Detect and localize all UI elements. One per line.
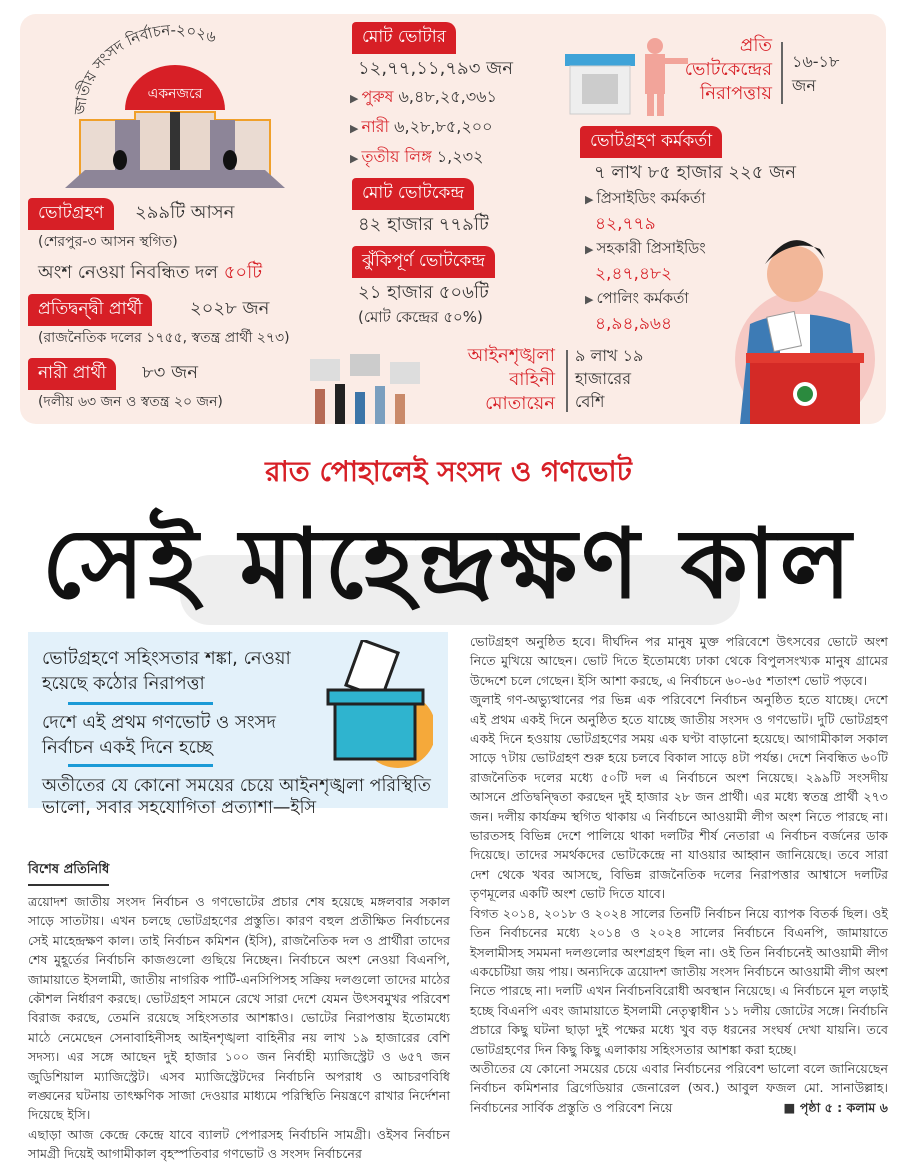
bullet-triangle-icon: ▶ [585, 193, 594, 206]
highlight-rule [68, 702, 213, 705]
highlight-item: ভোটগ্রহণে সহিংসতার শঙ্কা, নেওয়া হয়েছে কঠোর নিরাপত্তা [42, 648, 291, 694]
security-value: ১৬-১৮ জন [792, 52, 840, 95]
parliament-logo [40, 20, 310, 200]
polling-note: (শেরপুর-৩ আসন স্থগিত) [38, 234, 178, 250]
candidates-value: ২০২৮ জন [190, 298, 270, 319]
women-candidates-note: (দলীয় ৬৩ জন ও স্বতন্ত্র ২০ জন) [38, 394, 223, 410]
officials-item: ▶ সহকারী প্রিসাইডিং [585, 239, 706, 257]
risky-centers-label: ঝুঁকিপূর্ণ ভোটকেন্দ্র [352, 246, 495, 278]
highlight-item: দেশে এই প্রথম গণভোট ও সংসদ নির্বাচন একই দিনে হচ্ছে [42, 712, 276, 758]
kicker: রাত পোহালেই সংসদ ও গণভোট [265, 455, 632, 488]
candidates-label: প্রতিদ্বন্দ্বী প্রার্থী [28, 294, 152, 326]
officials-total: ৭ লাখ ৮৫ হাজার ২২৫ জন [594, 162, 796, 183]
voter-illustration-icon [710, 219, 885, 424]
infographic-panel [20, 14, 886, 424]
parliament-building-icon [40, 20, 310, 200]
divider [781, 42, 783, 104]
crowd-illustration-icon [290, 354, 440, 424]
article-column-left [28, 892, 450, 1164]
parties-line: অংশ নেওয়া নিবন্ধিত দল ৫০টি [38, 262, 263, 283]
security-heading: প্রতি ভোটকেন্দ্রের নিরাপত্তায় [684, 35, 772, 104]
bullet-triangle-icon: ▶ [585, 293, 594, 306]
bullet-triangle-icon: ▶ [350, 122, 359, 135]
women-candidates-value: ৮৩ জন [142, 362, 198, 383]
bullet-triangle-icon: ▶ [350, 152, 359, 165]
bullet-triangle-icon: ▶ [585, 243, 594, 256]
voters-male: ▶ পুরুষ ৬,৪৮,২৫,৩৬১ [350, 87, 497, 106]
continued-page-link[interactable]: ■ পৃষ্ঠা ৫ : কলাম ৬ [783, 1099, 888, 1115]
logo-arc-text: জাতীয় সংসদ নির্বাচন-২০২৬ [70, 20, 219, 116]
highlights-box [28, 632, 448, 818]
candidates-note: (রাজনৈতিক দলের ১৭৫৫, স্বতন্ত্র প্রার্থী ২৭৩) [38, 330, 290, 346]
forces-heading: আইনশৃঙ্খলা বাহিনী মোতায়েন [467, 345, 555, 414]
voters-total: ১২,৭৭,১১,৭৯৩ জন [358, 58, 513, 79]
byline: বিশেষ প্রতিনিধি [28, 860, 109, 886]
centers-value: ৪২ হাজার ৭৭৯টি [358, 214, 489, 235]
forces-value: ৯ লাখ ১৯ হাজারের বেশি [575, 346, 644, 411]
bullet-triangle-icon: ▶ [350, 92, 359, 105]
women-candidates-label: নারী প্রার্থী [28, 358, 116, 390]
voters-female: ▶ নারী ৬,২৮,৮৫,২০০ [350, 117, 493, 136]
divider [566, 350, 568, 412]
polling-seats: ২৯৯টি আসন [135, 202, 235, 223]
officials-list: ▶ প্রিসাইডিং কর্মকর্তা ৪২,৭৭৯ ▶ সহকারী প্রিসাইডিং ২,৪৭,৪৮২ ▶ পোলিং কর্মকর্তা ৪,৯৪,৯৬৪ [585, 186, 706, 336]
article-paragraph: বিগত ২০১৪, ২০১৮ ও ২০২৪ সালের তিনটি নির্বাচন নিয়ে ব্যাপক বিতর্ক ছিল। ওই তিন নির্বাচনের মধ্যে ২০১৪ ও ২০২৪ সালের নির্বাচনে বিএনপি, জামায়াতে ইসলামীসহ সমমনা দলগুলোর অংশগ্রহণ ছিল না। ওই তিন নির্বাচনেই আওয়ামী লীগ একচেটিয়া জয় পায়। অন্যদিকে ত্রয়োদশ জাতীয় সংসদ নির্বাচনে আওয়ামী লীগ অংশ নিতে পারছে না। দলটি এখন নির্বাচনবিরোধী অবস্থান নিয়েছে। এ নির্বাচনে মূল লড়াই হচ্ছে বিএনপি এবং জামায়াতে ইসলামী নেতৃত্বাধীন ১১ দলীয় জোটের সঙ্গে। নির্বাচনি প্রচারে কিছু ঘটনা ছাড়া দুই পক্ষের মধ্যে খুব বড় ধরনের সংঘর্ষ দেখা যায়নি। তবে ভোটগ্রহণের দিন কিছু কিছু এলাকায় সহিংসতার আশঙ্কা করা হচ্ছে। [470, 905, 888, 1057]
risky-centers-note: (মোট কেন্দ্রের ৫০%) [358, 308, 483, 326]
article-paragraph: অতীতের যে কোনো সময়ের চেয়ে এবার নির্বাচনের পরিবেশ ভালো বলে জানিয়েছেন নির্বাচন কমিশনার ব্রিগেডিয়ার জেনারেল (অব.) আবুল ফজল মো. সানাউল্লাহ। নির্বাচনের সার্বিক প্রস্তুতি ও পরিবেশ নিয়ে ■ পৃষ্ঠা ৫ : কলাম ৬ [470, 1059, 888, 1117]
ballot-box-icon [323, 640, 433, 770]
article-column-right [470, 632, 888, 1117]
article-paragraph: এছাড়া আজ কেন্দ্রে কেন্দ্রে যাবে ব্যালট পেপারসহ নির্বাচনি সামগ্রী। ওইসব নির্বাচন সামগ্রী দিয়েই আগামীকাল বৃহস্পতিবার গণভোট ও সংসদ নির্বাচনের [28, 1126, 450, 1162]
officials-item: ▶ পোলিং কর্মকর্তা [585, 289, 689, 307]
highlight-rule [68, 764, 213, 767]
headline: সেই মাহেন্দ্রক্ষণ কাল [41, 508, 856, 620]
officials-item: ▶ প্রিসাইডিং কর্মকর্তা [585, 189, 706, 207]
polling-label: ভোটগ্রহণ [28, 198, 114, 230]
voters-label: মোট ভোটার [352, 22, 456, 54]
risky-centers-value: ২১ হাজার ৫০৬টি [358, 282, 489, 303]
highlight-item: অতীতের যে কোনো সময়ের চেয়ে আইনশৃঙ্খলা পরিস্থিতি ভালো, সবার সহযোগিতা প্রত্যাশা—ইসি [42, 776, 431, 818]
article-paragraph: জুলাই গণ-অভ্যুত্থানের পর ভিন্ন এক পরিবেশে নির্বাচন অনুষ্ঠিত হতে যাচ্ছে। দেশে এই প্রথম একই দিনে অনুষ্ঠিত হতে যাচ্ছে জাতীয় সংসদ ও গণভোট। দুটি ভোটগ্রহণ একই দিনে হওয়ায় ভোটগ্রহণের সময় এক ঘণ্টা বাড়ানো হয়েছে। আগামীকাল সকাল সাড়ে ৭টায় ভোটগ্রহণ শুরু হয়ে চলবে বিকাল সাড়ে ৪টা পর্যন্ত। দেশে নিবন্ধিত ৬০টি রাজনৈতিক দলের মধ্যে ৫০টি দল এ নির্বাচনে অংশ নিয়েছে। ২৯৯টি সংসদীয় আসনে প্রতিদ্বন্দ্বিতা করছেন দুই হাজার ২৮ জন প্রার্থী। এর মধ্যে স্বতন্ত্র প্রার্থী ২৭৩ জন। দলীয় কার্যক্রম স্থগিত থাকায় এ নির্বাচনে আওয়ামী লীগ অংশ নিতে পারছে না। ভারতসহ বিভিন্ন দেশে পালিয়ে থাকা দলটির শীর্ষ নেতারা এ নির্বাচন বর্জনের ডাক দিয়েছে। তাদের সমর্থকদের ভোটকেন্দ্রে না যাওয়ার আহ্বান জানিয়েছে। তবে সারা দেশ থেকে খবর আসছে, বিভিন্ন রাজনৈতিক দলের নিরাপত্তার আশ্বাসে দলটির তৃণমূলের একটি অংশ ভোট দিতে যাবে। [470, 692, 888, 902]
article-paragraph: ভোটগ্রহণ অনুষ্ঠিত হবে। দীর্ঘদিন পর মানুষ মুক্ত পরিবেশে উৎসবের ভোটে অংশ নিতে মুখিয়ে আছেন। ভোট দিতে ইতোমধ্যে ঢাকা থেকে বিপুলসংখ্যক মানুষ গ্রামের উদ্দেশে চলে গেছেন। ইসি আশা করছে, এ নির্বাচনে ৬০-৬৫ শতাংশ ভোট পড়বে। [470, 634, 888, 688]
officials-label: ভোটগ্রহণ কর্মকর্তা [580, 126, 722, 158]
article-paragraph: ত্রয়োদশ জাতীয় সংসদ নির্বাচন ও গণভোটের প্রচার শেষ হয়েছে মঙ্গলবার সকাল সাড়ে সাতটায়। এখন চলছে ভোটগ্রহণের প্রস্তুতি। কারণ বহুল প্রতীক্ষিত নির্বাচনের সেই মাহেন্দ্রক্ষণ কাল। তাই নির্বাচন কমিশন (ইসি), রাজনৈতিক দল ও প্রার্থীরা তাদের শেষ মুহূর্তের নির্বাচনি কাজগুলো গুছিয়ে নিচ্ছেন। নির্বাচনে অংশ নেওয়া বিএনপি, জামায়াতে ইসলামী, জাতীয় নাগরিক পার্টি-এনসিপিসহ সক্রিয় দলগুলো তাদের মাঠের কৌশল নির্ধারণ করছে। ভোটগ্রহণ সামনে রেখে সারা দেশে যেমন উৎসবমুখর পরিবেশ বিরাজ করছে, তেমনি রয়েছে সহিংসতার আশঙ্কাও। ভোটের নিরাপত্তায় ইতোমধ্যে মাঠে নেমেছেন সেনাবাহিনীসহ আইনশৃঙ্খলা বাহিনীর নয় লাখ ১৯ হাজারের বেশি সদস্য। এর সঙ্গে আছেন দুই হাজার ১০০ জন নির্বাহী ম্যাজিস্ট্রেট ও ৬৫৭ জন জুডিশিয়াল ম্যাজিস্ট্রেট। এসব ম্যাজিস্ট্রেটদের নির্বাচনি অপরাধ ও আচরণবিধি লঙ্ঘনের ঘটনায় তাৎক্ষণিক সাজা দেওয়ার মাধ্যমে পরিস্থিতি নিয়ন্ত্রণে রাখার নির্দেশনা দিয়েছে ইসি। [28, 894, 450, 1123]
logo-badge: একনজরে [147, 86, 203, 102]
centers-label: মোট ভোটকেন্দ্র [352, 178, 474, 210]
voters-third-gender: ▶ তৃতীয় লিঙ্গ ১,২৩২ [350, 147, 484, 166]
